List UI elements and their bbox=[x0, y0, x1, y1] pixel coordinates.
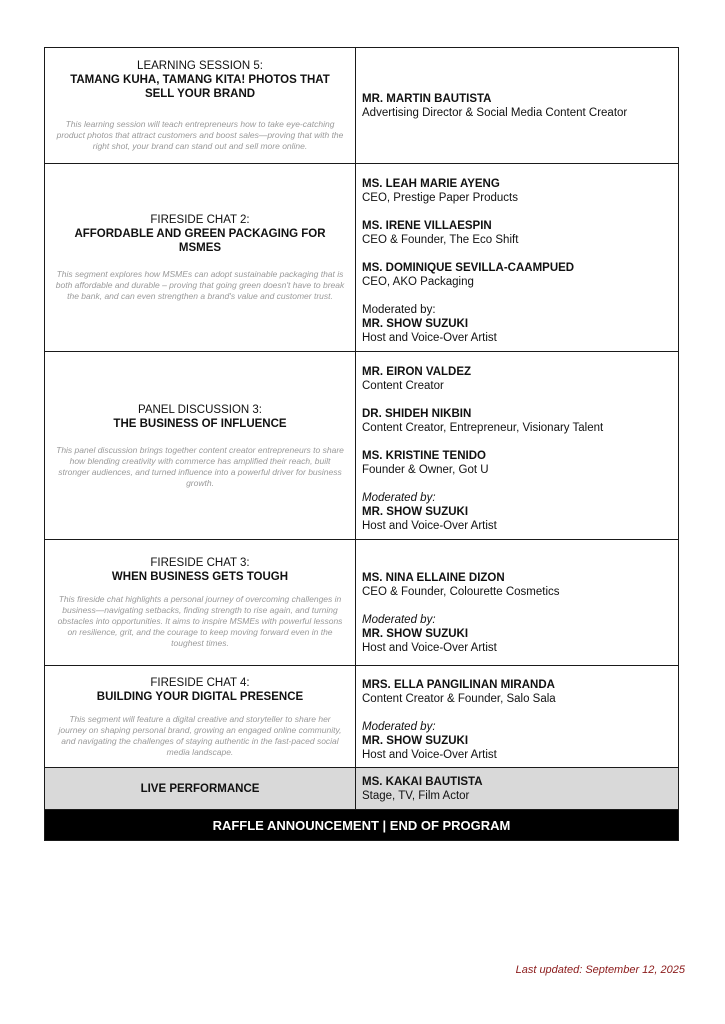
session-info bbox=[45, 666, 356, 768]
speaker-role: Founder & Owner, Got U bbox=[362, 463, 489, 476]
session-kicker: FIRESIDE CHAT 2: bbox=[150, 214, 250, 226]
performance-performer bbox=[356, 768, 679, 810]
session-title: BUILDING YOUR DIGITAL PRESENCE bbox=[96, 690, 304, 703]
speaker-role: Content Creator bbox=[362, 379, 444, 392]
session-speakers bbox=[356, 48, 679, 164]
moderator-role: Host and Voice-Over Artist bbox=[362, 519, 497, 532]
speaker-name: MRS. ELLA PANGILINAN MIRANDA bbox=[362, 678, 555, 691]
session-description: This learning session will teach entrepreneurs how to take eye-catching product photos that attract customers and boost sales—proving that with the right shot, your brand can stand out and sell more online. bbox=[56, 119, 344, 151]
performer-name: MS. KAKAI BAUTISTA bbox=[362, 775, 483, 788]
session-speakers bbox=[356, 540, 679, 666]
session-speakers bbox=[356, 666, 679, 768]
session-description: This segment will feature a digital creative and storyteller to share her journey on shaping personal brand, growing an engaged online community, and navigating the challenges of staying authentic in the fast-paced social media landscape. bbox=[58, 713, 342, 757]
closing-row bbox=[45, 810, 679, 841]
closing-banner: RAFFLE ANNOUNCEMENT | END OF PROGRAM bbox=[45, 810, 679, 841]
speaker-name: MS. KRISTINE TENIDO bbox=[362, 449, 486, 462]
moderator-role: Host and Voice-Over Artist bbox=[362, 641, 497, 654]
speaker-role: CEO, Prestige Paper Products bbox=[362, 191, 518, 204]
speaker-role: CEO & Founder, Colourette Cosmetics bbox=[362, 585, 560, 598]
session-info bbox=[45, 48, 356, 164]
moderator-role: Host and Voice-Over Artist bbox=[362, 331, 497, 344]
session-description: This segment explores how MSMEs can adopt sustainable packaging that is both affordable and durable – proving that going green doesn't have to break the bank, and can even strengthen a brand's value and customer trust. bbox=[55, 269, 345, 301]
session-title: AFFORDABLE AND GREEN PACKAGING FOR MSMES bbox=[74, 228, 326, 254]
moderator-role: Host and Voice-Over Artist bbox=[362, 748, 497, 761]
speaker-role: CEO, AKO Packaging bbox=[362, 275, 474, 288]
moderator-name: MR. SHOW SUZUKI bbox=[362, 317, 469, 330]
session-speakers bbox=[356, 352, 679, 540]
speaker-name: MR. MARTIN BAUTISTA bbox=[362, 92, 492, 105]
speaker-role: Content Creator & Founder, Salo Sala bbox=[362, 692, 556, 705]
session-row bbox=[45, 48, 679, 164]
speaker-name: MS. IRENE VILLAESPIN bbox=[362, 219, 492, 232]
session-title: TAMANG KUHA, TAMANG KITA! PHOTOS THAT SELL YOUR BRAND bbox=[70, 74, 330, 100]
session-title: WHEN BUSINESS GETS TOUGH bbox=[111, 571, 289, 583]
speaker-name: MS. NINA ELLAINE DIZON bbox=[362, 571, 505, 584]
speaker-role: CEO & Founder, The Eco Shift bbox=[362, 233, 519, 246]
session-row bbox=[45, 666, 679, 768]
moderator-label: Moderated by: bbox=[362, 720, 436, 733]
session-kicker: LEARNING SESSION 5: bbox=[137, 60, 263, 72]
moderator-name: MR. SHOW SUZUKI bbox=[362, 505, 469, 518]
performance-row bbox=[45, 768, 679, 810]
session-title: THE BUSINESS OF INFLUENCE bbox=[113, 417, 287, 430]
session-row bbox=[45, 540, 679, 666]
performer-role: Stage, TV, Film Actor bbox=[362, 789, 470, 802]
speaker-name: MS. LEAH MARIE AYENG bbox=[362, 177, 500, 190]
speaker-name: MS. DOMINIQUE SEVILLA-CAAMPUED bbox=[362, 261, 575, 274]
performance-title-cell bbox=[45, 768, 356, 810]
moderator-name: MR. SHOW SUZUKI bbox=[362, 734, 469, 747]
speaker-role: Content Creator, Entrepreneur, Visionary Talent bbox=[362, 421, 604, 434]
session-info bbox=[45, 164, 356, 352]
session-row bbox=[45, 164, 679, 352]
moderator-label: Moderated by: bbox=[362, 613, 436, 626]
session-info bbox=[45, 540, 356, 666]
program-table bbox=[44, 47, 679, 841]
session-description: This fireside chat highlights a personal journey of overcoming challenges in business—navigating setbacks, finding strength to rise again, and turning obstacles into opportunities. It aims to inspire MSMEs with powerful lessons on resilience, grit, and the courage to keep moving forward even in the toughest times. bbox=[57, 594, 343, 648]
session-speakers bbox=[356, 164, 679, 352]
last-updated-note: Last updated: September 12, 2025 bbox=[515, 964, 685, 976]
session-kicker: PANEL DISCUSSION 3: bbox=[138, 403, 262, 416]
moderator-label: Moderated by: bbox=[362, 303, 436, 316]
speaker-name: DR. SHIDEH NIKBIN bbox=[362, 407, 472, 420]
session-kicker: FIRESIDE CHAT 4: bbox=[150, 676, 250, 689]
performance-title: LIVE PERFORMANCE bbox=[140, 782, 260, 795]
session-kicker: FIRESIDE CHAT 3: bbox=[150, 557, 250, 569]
speaker-role: Advertising Director & Social Media Content Creator bbox=[362, 106, 628, 119]
moderator-label: Moderated by: bbox=[362, 491, 436, 504]
session-row bbox=[45, 352, 679, 540]
moderator-name: MR. SHOW SUZUKI bbox=[362, 627, 469, 640]
speaker-name: MR. EIRON VALDEZ bbox=[362, 365, 472, 378]
session-description: This panel discussion brings together content creator entrepreneurs to share how blending creativity with commerce has amplified their reach, built stronger audiences, and turned influence into a powerful driver for business growth. bbox=[56, 444, 344, 488]
session-info bbox=[45, 352, 356, 540]
